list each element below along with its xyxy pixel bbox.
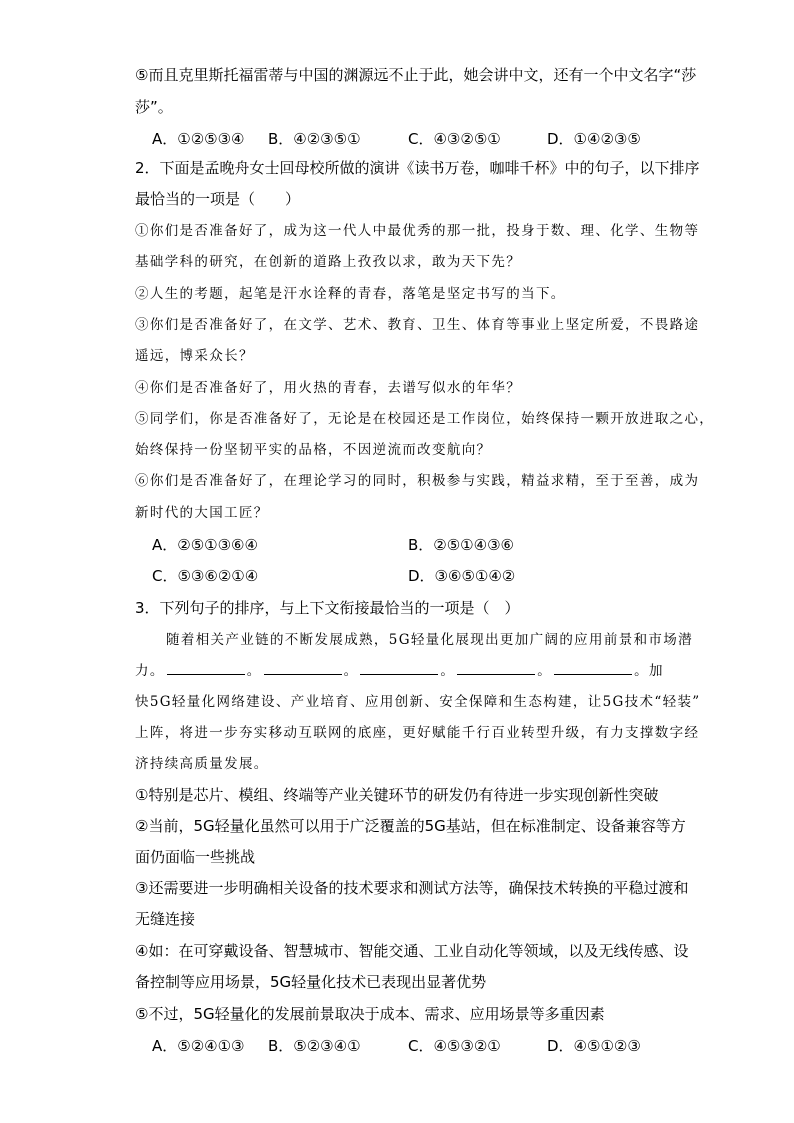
q2-stem-line2: 最恰当的一项是（ ） — [135, 190, 301, 208]
blank-5[interactable] — [554, 660, 632, 675]
q3-passage-line2 — [135, 660, 664, 682]
q3-sentence-2-line1: ②当前，5G轻量化虽然可以用于广泛覆盖的5G基站，但在标准制定、设备兼容等方 — [135, 817, 686, 835]
passage-text: 力。 — [135, 663, 165, 679]
q3-stem: 3．下列句子的排序，与上下文衔接最恰当的一项是（ ） — [135, 599, 520, 617]
option-c[interactable]: C．④⑤③②① — [408, 1037, 501, 1055]
q2-sentence-3-line1: ③你们是否准备好了，在文学、艺术、教育、卫生、体育等事业上坚定所爱，不畏路途 — [135, 317, 700, 333]
q3-passage-line3: 快5G轻量化网络建设、产业培育、应用创新、安全保障和生态构建，让5G技术“轻装” — [135, 694, 701, 710]
option-d[interactable]: D．③⑥⑤①④② — [408, 567, 516, 585]
q3-passage-line4: 上阵，将进一步夯实移动互联网的底座，更好赋能千行百业转型升级，有力支撑数字经 — [135, 725, 700, 741]
option-b[interactable]: B．②⑤①④③⑥ — [408, 536, 514, 554]
q2-sentence-6-line1: ⑥你们是否准备好了，在理论学习的同时，积极参与实践，精益求精，至于至善，成为 — [135, 473, 700, 489]
option-a[interactable]: A．⑤②④①③ — [152, 1037, 245, 1055]
blank-1[interactable] — [167, 660, 245, 675]
prev-item-5-line1: ⑤而且克里斯托福雷蒂与中国的渊源远不止于此，她会讲中文，还有一个中文名字“莎 — [135, 66, 697, 84]
prev-item-5-line2: 莎”。 — [135, 98, 173, 116]
option-a[interactable]: A．②⑤①③⑥④ — [152, 536, 258, 554]
q3-sentence-4-line2: 备控制等应用场景，5G轻量化技术已表现出显著优势 — [135, 973, 487, 991]
q2-sentence-2: ②人生的考题，起笔是汗水诠释的青春，落笔是坚定书写的当下。 — [135, 286, 566, 302]
blank-2[interactable] — [264, 660, 342, 675]
q2-sentence-1-line1: ①你们是否准备好了，成为这一代人中最优秀的那一批，投身于数、理、化学、生物等 — [135, 223, 700, 239]
period: 。 — [537, 663, 553, 679]
option-c[interactable]: C．⑤③⑥②①④ — [152, 567, 259, 585]
q3-sentence-5: ⑤不过，5G轻量化的发展前景取决于成本、需求、应用场景等多重因素 — [135, 1005, 605, 1023]
q3-sentence-3-line2: 无缝连接 — [135, 910, 196, 928]
option-b[interactable]: B．④②③⑤① — [268, 130, 361, 148]
option-d[interactable]: D．④⑤①②③ — [547, 1037, 641, 1055]
q2-sentence-3-line2: 遥远，博采众长？ — [135, 348, 254, 364]
q2-sentence-4: ④你们是否准备好了，用火热的青春，去谱写似水的年华？ — [135, 380, 522, 396]
period: 。 — [343, 663, 359, 679]
option-a[interactable]: A．①②⑤③④ — [152, 130, 245, 148]
blank-3[interactable] — [360, 660, 438, 675]
q2-sentence-1-line2: 基础学科的研究，在创新的道路上孜孜以求，敢为天下先？ — [135, 254, 522, 270]
option-c[interactable]: C．④③②⑤① — [408, 130, 501, 148]
q3-sentence-3-line1: ③还需要进一步明确相关设备的技术要求和测试方法等，确保技术转换的平稳过渡和 — [135, 879, 689, 897]
option-b[interactable]: B．⑤②③④① — [268, 1037, 361, 1055]
q2-sentence-6-line2: 新时代的大国工匠？ — [135, 505, 269, 521]
period: 。 — [246, 663, 262, 679]
q3-sentence-1: ①特别是芯片、模组、终端等产业关键环节的研发仍有待进一步实现创新性突破 — [135, 786, 659, 804]
q3-sentence-2-line2: 面仍面临一些挑战 — [135, 848, 256, 866]
q3-passage-line1: 随着相关产业链的不断发展成熟，5G轻量化展现出更加广阔的应用前景和市场潜 — [166, 632, 693, 648]
option-d[interactable]: D．①④②③⑤ — [547, 130, 641, 148]
q3-passage-line5: 济持续高质量发展。 — [135, 756, 269, 772]
period: 。 — [440, 663, 456, 679]
blank-4[interactable] — [457, 660, 535, 675]
q2-stem-line1: 2．下面是孟晚舟女士回母校所做的演讲《读书万卷，咖啡千杯》中的句子，以下排序 — [135, 159, 700, 177]
passage-text: 。加 — [634, 663, 664, 679]
q3-sentence-4-line1: ④如：在可穿戴设备、智慧城市、智能交通、工业自动化等领域，以及无线传感、设 — [135, 942, 689, 960]
q2-sentence-5-line1: ⑤同学们，你是否准备好了，无论是在校园还是工作岗位，始终保持一颗开放进取之心， — [135, 411, 715, 427]
q2-sentence-5-line2: 始终保持一份坚韧平实的品格，不因逆流而改变航向？ — [135, 442, 492, 458]
